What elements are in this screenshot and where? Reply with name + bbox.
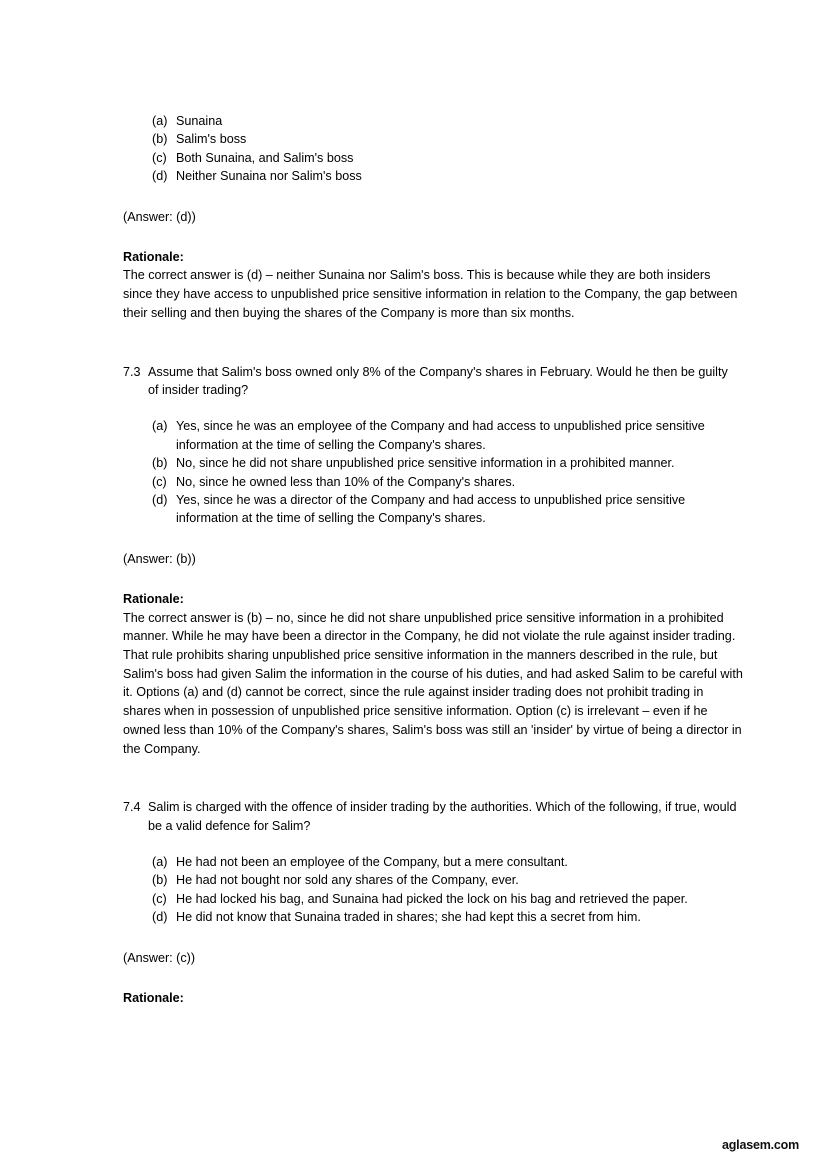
option-text: No, since he owned less than 10% of the Company's shares.	[176, 474, 516, 489]
option-marker: (d)	[152, 169, 168, 184]
option-marker: (d)	[152, 910, 168, 925]
option-marker: (b)	[152, 456, 168, 471]
option-marker: (c)	[152, 891, 167, 906]
question-number: 7.3	[123, 364, 141, 379]
option-marker: (b)	[152, 873, 168, 888]
question-text: Salim is charged with the offence of insider trading by the authorities. Which of the following, if true, would be a valid defence for Salim?	[148, 800, 737, 833]
q72-answer-line: (Answer: (d))	[123, 209, 196, 224]
q74-option-list	[152, 853, 743, 927]
question-7-4	[123, 798, 743, 835]
option-marker: (a)	[152, 114, 168, 128]
option-item	[152, 417, 743, 454]
option-marker: (a)	[152, 855, 168, 870]
option-item	[152, 167, 743, 185]
option-text: He did not know that Sunaina traded in shares; she had kept this a secret from him.	[176, 910, 641, 925]
option-marker: (c)	[152, 150, 167, 165]
option-item	[152, 112, 743, 130]
option-text: Both Sunaina, and Salim's boss	[176, 150, 354, 165]
option-marker: (b)	[152, 132, 168, 147]
q74-rationale-heading: Rationale:	[123, 991, 184, 1006]
option-item	[152, 871, 743, 889]
q73-rationale-heading: Rationale:	[123, 592, 184, 607]
option-item	[152, 853, 743, 871]
option-item	[152, 890, 743, 908]
option-text: Salim's boss	[176, 132, 247, 147]
option-text: Yes, since he was a director of the Company and had access to unpublished price sensitive information at the time of selling the Company's shares.	[176, 492, 686, 526]
option-item	[152, 491, 743, 528]
option-marker: (d)	[152, 492, 168, 507]
option-text: He had locked his bag, and Sunaina had picked the lock on his bag and retrieved the paper.	[176, 891, 688, 906]
option-text: He had not bought nor sold any shares of the Company, ever.	[176, 873, 519, 888]
option-item	[152, 130, 743, 148]
option-item	[152, 908, 743, 926]
q72-rationale-heading: Rationale:	[123, 250, 184, 265]
option-item	[152, 149, 743, 167]
option-item	[152, 473, 743, 491]
option-text: Neither Sunaina nor Salim's boss	[176, 169, 362, 184]
question-text: Assume that Salim's boss owned only 8% of the Company's shares in February. Would he then be guilty of insider trading?	[148, 364, 728, 397]
option-text: Yes, since he was an employee of the Company and had access to unpublished price sensitive information at the time of selling the Company's shares.	[176, 419, 705, 452]
document-content	[123, 112, 743, 1007]
option-text: No, since he did not share unpublished price sensitive information in a prohibited manner.	[176, 456, 675, 471]
option-marker: (a)	[152, 419, 168, 434]
question-number: 7.4	[123, 800, 141, 815]
q73-rationale-text: The correct answer is (b) – no, since he did not share unpublished price sensitive information in a prohibited manner. While he may have been a director in the Company, he did not violate the rule against insider trading. That rule prohibits sharing unpublished price sensitive information in the manners described in the rule, but Salim's boss had given Salim the information in the course of his duties, and had asked Salim to be careful with it. Options (a) and (d) cannot be correct, since the rule against insider trading does not prohibit trading in shares when in possession of unpublished price sensitive information. Option (c) is irrelevant – even if he owned less than 10% of the Company's shares, Salim's boss was still an 'insider' by virtue of being a director in the Company.	[123, 610, 743, 756]
question-7-3	[123, 363, 743, 400]
q74-answer-line: (Answer: (c))	[123, 950, 196, 965]
option-marker: (c)	[152, 474, 167, 489]
option-text: Sunaina	[176, 114, 223, 128]
option-text: He had not been an employee of the Company, but a mere consultant.	[176, 855, 568, 870]
q72-option-list	[152, 112, 743, 186]
q72-rationale-text: The correct answer is (d) – neither Sunaina nor Salim's boss. This is because while they are both insiders since they have access to unpublished price sensitive information in relation to the Company, the gap between their selling and then buying the shares of the Company is more than six months.	[123, 268, 738, 320]
footer-brand-logo: aglasem.com	[721, 1138, 799, 1152]
q73-option-list	[152, 417, 743, 527]
q73-answer-line: (Answer: (b))	[123, 551, 196, 566]
option-item	[152, 454, 743, 472]
